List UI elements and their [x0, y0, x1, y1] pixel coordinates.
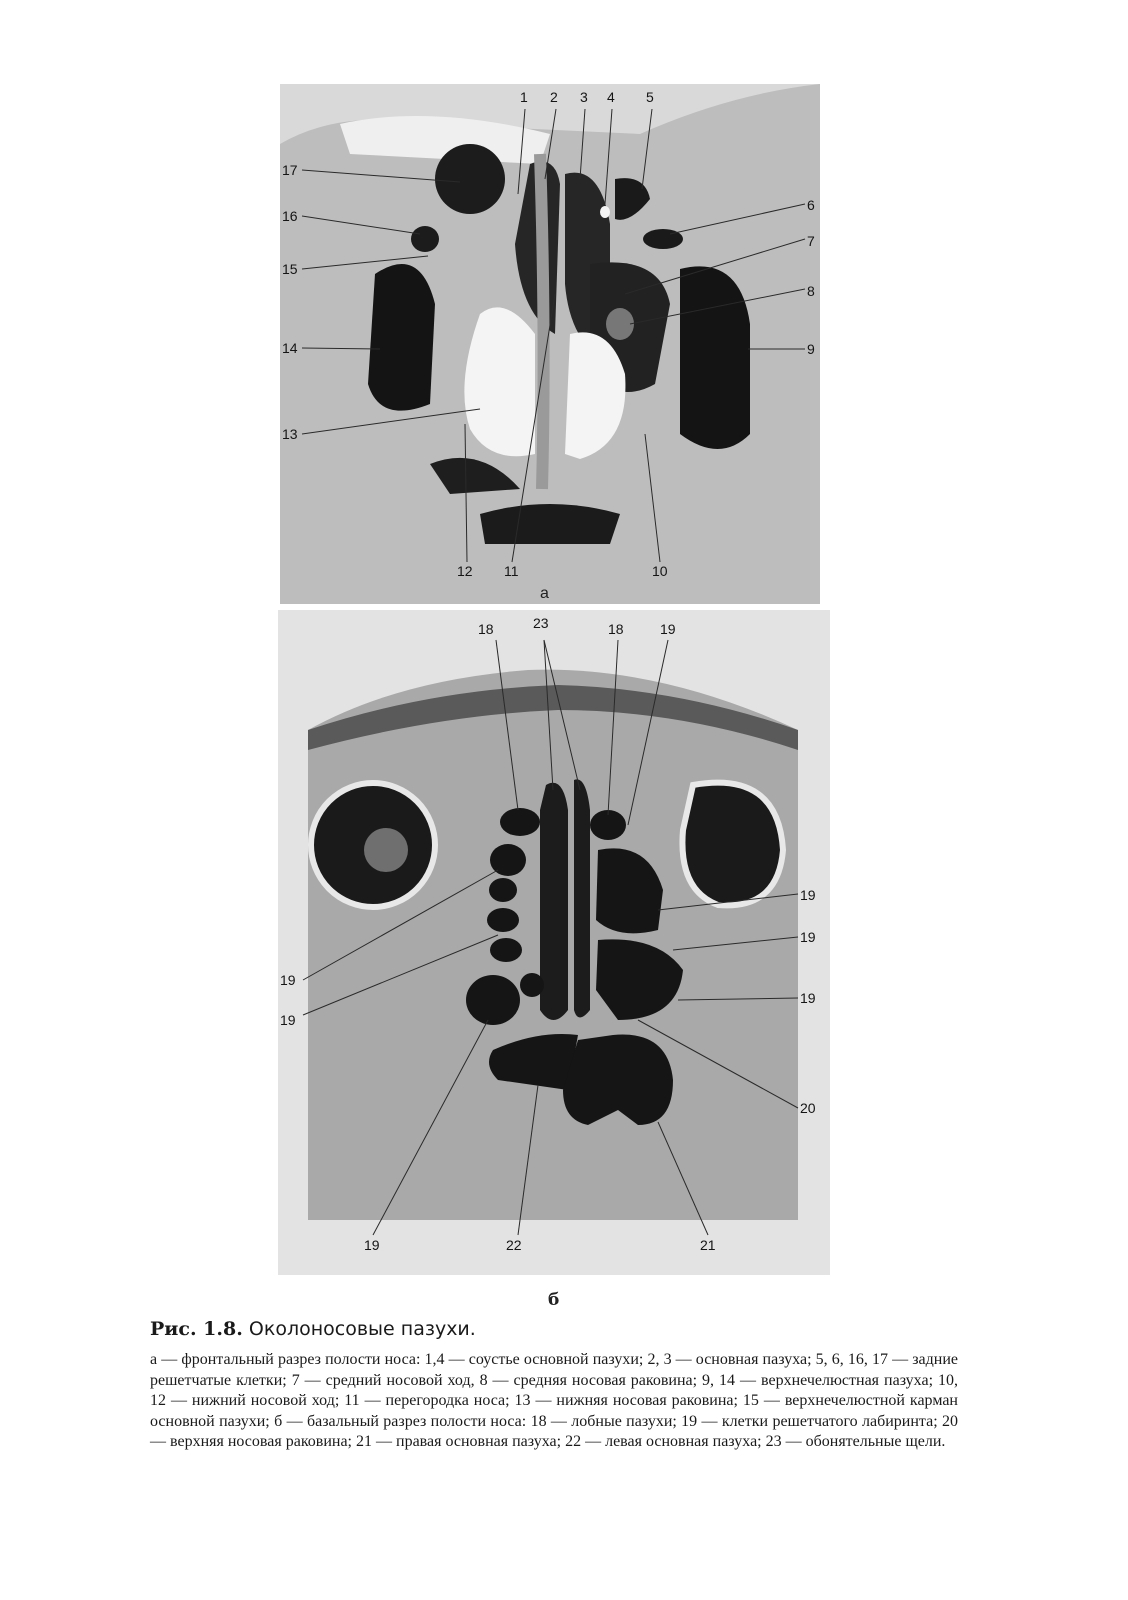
callout-a-8: 8: [807, 283, 815, 299]
posterior-ethmoid-cell-16: [411, 226, 439, 252]
frontal-sinus-18-left: [500, 808, 540, 836]
callout-b-18-left: 18: [478, 621, 494, 637]
olfactory-cleft-right: [574, 779, 590, 1017]
callout-b-19-l1: 19: [280, 972, 296, 988]
callout-b-21: 21: [700, 1237, 716, 1253]
callout-a-17: 17: [282, 162, 298, 178]
callout-a-6: 6: [807, 197, 815, 213]
posterior-ethmoid-cell-17: [435, 144, 505, 214]
callout-a-4: 4: [607, 89, 615, 105]
maxillary-sinus-9: [680, 266, 750, 449]
maxillary-sinus-14: [368, 264, 435, 411]
panel-a-letter: а: [540, 585, 549, 602]
figure-number: Рис. 1.8.: [150, 1318, 243, 1340]
callout-b-19-r3: 19: [800, 990, 816, 1006]
callout-b-19-r2: 19: [800, 929, 816, 945]
callout-a-12: 12: [457, 563, 473, 579]
callout-b-19-bottom: 19: [364, 1237, 380, 1253]
callout-b-19-top: 19: [660, 621, 676, 637]
callout-a-11: 11: [504, 563, 519, 579]
callout-b-19-l2: 19: [280, 1012, 296, 1028]
callout-a-3: 3: [580, 89, 588, 105]
callout-b-18-right: 18: [608, 621, 624, 637]
callout-a-16: 16: [282, 208, 298, 224]
callout-a-13: 13: [282, 426, 298, 442]
callout-a-1: 1: [520, 89, 528, 105]
caption-title-line: [150, 1318, 958, 1340]
orbit-right: [682, 783, 783, 906]
callout-b-19-r1: 19: [800, 887, 816, 903]
figure-caption: [150, 1318, 958, 1453]
callout-b-22: 22: [506, 1237, 522, 1253]
inferior-meatus-12: [464, 307, 535, 456]
caption-body: а — фронтальный разрез полости носа: 1,4 — соустье основной пазухи; 2, 3 — основная пазуха; 5, 6, 16, 17 — задние решетчатые клетки; 7 — средний носовой ход, 8 — средняя носовая раковина; 9, 14 — верхнечелюстная пазуха; 10, 12 — нижний носовой ход; 11 — перегородка носа; 13 — нижняя носовая раковина; 15 — верхнечелюстной карман основной пазухи; б — базальный разрез полости носа: 18 — лобные пазухи; 19 — клетки решетчатого лабиринта; 20 — верхняя носовая раковина; 21 — правая основная пазуха; 22 — левая основная пазуха; 23 — обонятельные щели.: [150, 1351, 958, 1450]
nasal-septum-11: [540, 154, 544, 489]
callout-a-7: 7: [807, 233, 815, 249]
figure-b-basal-section: [278, 610, 830, 1275]
figure-a-image: [280, 84, 820, 604]
callout-a-10: 10: [652, 563, 668, 579]
figure-a-frontal-section: [280, 84, 820, 604]
panel-b-letter: б: [548, 1290, 560, 1310]
olfactory-cleft-left: [540, 783, 568, 1020]
callout-a-15: 15: [282, 261, 298, 277]
figure-b-image: [278, 610, 830, 1275]
callout-a-9: 9: [807, 341, 815, 357]
callout-b-23: 23: [533, 615, 549, 631]
middle-turbinate-8: [606, 308, 634, 340]
figure-title: Околоносовые пазухи.: [248, 1318, 476, 1340]
sphenoid-ostium-4: [600, 206, 610, 218]
callout-a-2: 2: [550, 89, 558, 105]
callout-b-20: 20: [800, 1100, 816, 1116]
callout-a-5: 5: [646, 89, 654, 105]
callout-a-14: 14: [282, 340, 298, 356]
